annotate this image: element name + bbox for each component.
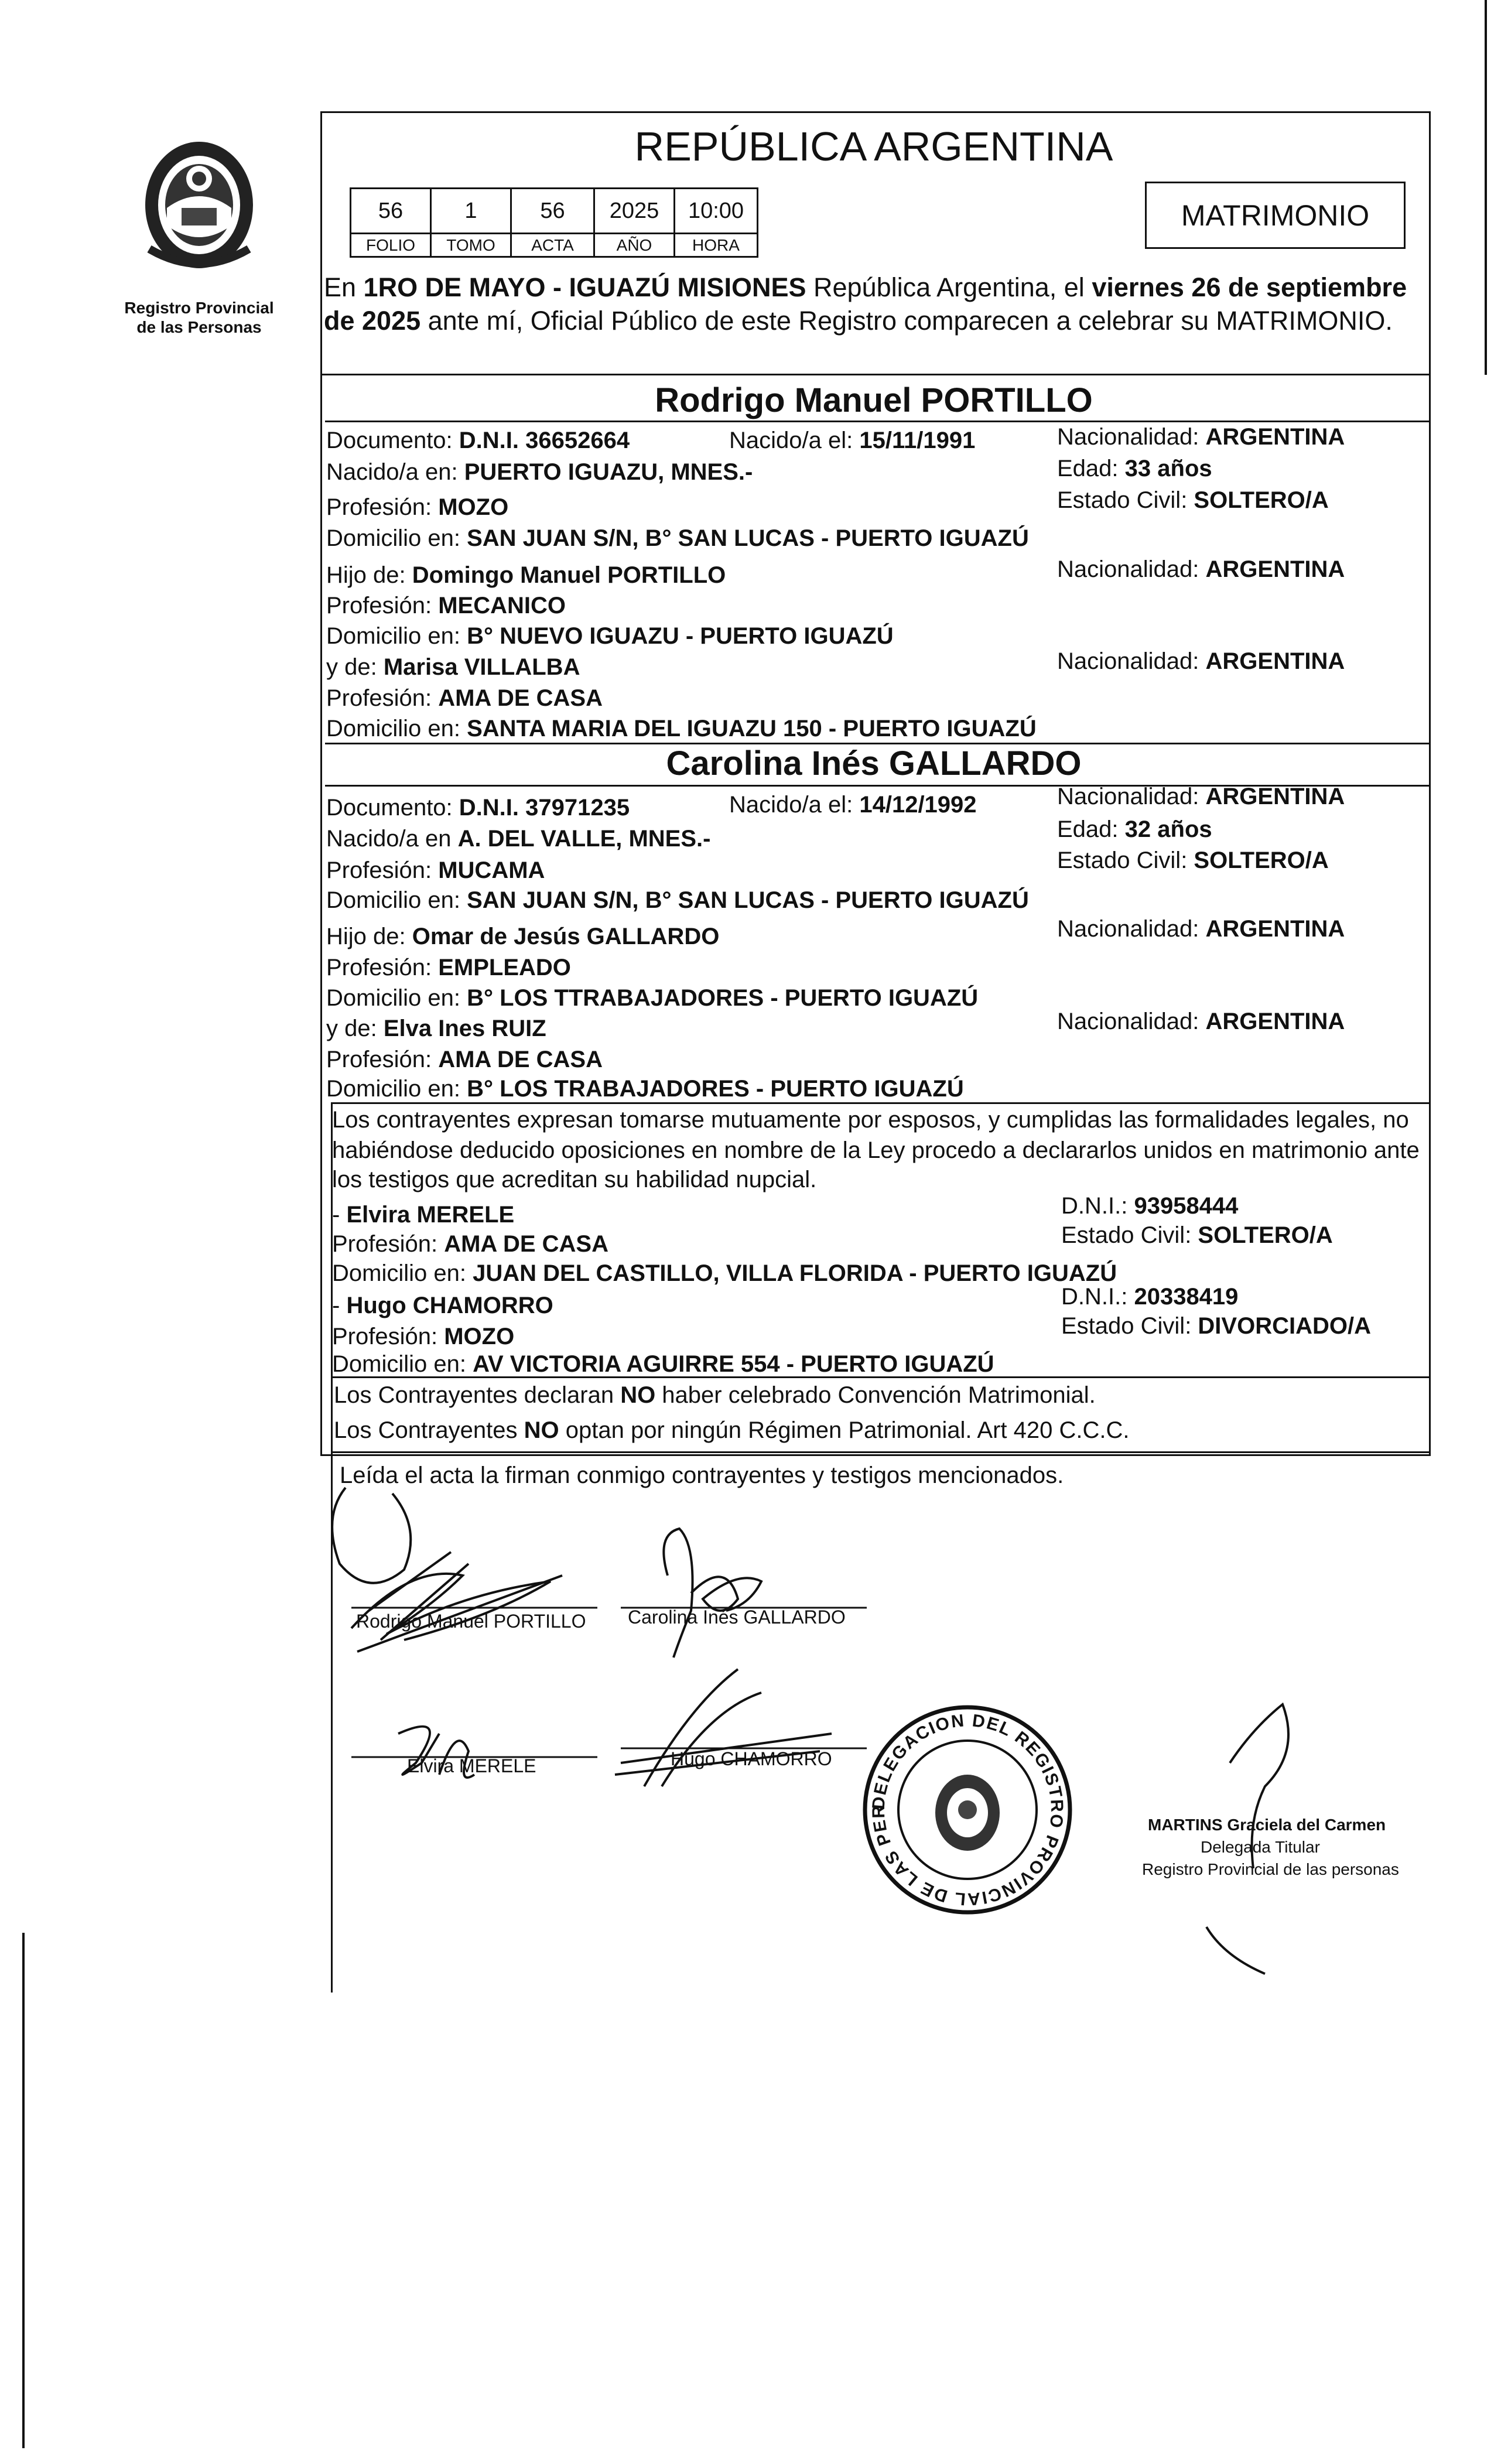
- spouse1-profession: Profesión: MOZO: [326, 494, 509, 520]
- convention-1: Los Contrayentes declaran NO haber celebrado Convención Matrimonial.: [334, 1382, 1096, 1408]
- spouse2-civil: Estado Civil: SOLTERO/A: [1057, 847, 1329, 873]
- witness-2-profession: Profesión: MOZO: [332, 1324, 515, 1349]
- divider: [331, 1451, 1429, 1453]
- convention-2: Los Contrayentes NO optan por ningún Régimen Patrimonial. Art 420 C.C.C.: [334, 1417, 1130, 1443]
- spouse2-born-in: Nacido/a en A. DEL VALLE, MNES.-: [326, 826, 711, 852]
- signature-label-1: Rodrigo Manuel PORTILLO: [356, 1611, 586, 1632]
- anio-value: 2025: [593, 187, 675, 234]
- spouse1-mother-nat: Nacionalidad: ARGENTINA: [1057, 648, 1345, 674]
- divider: [331, 1102, 1429, 1104]
- spouse2-doc: Documento: D.N.I. 37971235: [326, 795, 630, 821]
- spouse2-born-on: Nacido/a el: 14/12/1992: [729, 792, 977, 818]
- spouse2-father-addr: Domicilio en: B° LOS TTRABAJADORES - PUERTO IGUAZÚ: [326, 985, 979, 1011]
- spouse2-mother-nat: Nacionalidad: ARGENTINA: [1057, 1009, 1345, 1034]
- spouse1-address: Domicilio en: SAN JUAN S/N, B° SAN LUCAS - PUERTO IGUAZÚ: [326, 525, 1029, 551]
- spouse2-nationality: Nacionalidad: ARGENTINA: [1057, 784, 1345, 809]
- intro-line-1: En 1RO DE MAYO - IGUAZÚ MISIONES República Argentina, el viernes 26 de septiembre: [324, 272, 1407, 302]
- official-signature-block: [1142, 1816, 1411, 1903]
- spouse1-name: Rodrigo Manuel PORTILLO: [655, 381, 1093, 419]
- folio-value: 56: [350, 187, 432, 234]
- witness-1-dni: D.N.I.: 93958444: [1061, 1193, 1239, 1219]
- spouse1-father: Hijo de: Domingo Manuel PORTILLO: [326, 562, 726, 588]
- provincial-seal-icon: [123, 132, 275, 275]
- witness-2-name: - Hugo CHAMORRO: [332, 1293, 553, 1318]
- acta-value: 56: [510, 187, 595, 234]
- acta-label: ACTA: [510, 234, 595, 258]
- spouse2-father: Hijo de: Omar de Jesús GALLARDO: [326, 924, 720, 949]
- spouse1-civil: Estado Civil: SOLTERO/A: [1057, 487, 1329, 513]
- scan-edge-mark: [1485, 0, 1487, 375]
- witness-1-name: - Elvira MERELE: [332, 1202, 515, 1228]
- logo-caption-1: Registro Provincial: [124, 299, 274, 317]
- spouse1-nationality: Nacionalidad: ARGENTINA: [1057, 424, 1345, 450]
- spouse2-mother-prof: Profesión: AMA DE CASA: [326, 1047, 603, 1072]
- official-name: MARTINS Graciela del Carmen: [1148, 1816, 1386, 1834]
- declaration-line-3: los testigos que acreditan su habilidad nupcial.: [332, 1167, 817, 1192]
- spouse2-address: Domicilio en: SAN JUAN S/N, B° SAN LUCAS - PUERTO IGUAZÚ: [326, 887, 1029, 913]
- witness-1-civil: Estado Civil: SOLTERO/A: [1061, 1222, 1333, 1248]
- spouse1-mother: y de: Marisa VILLALBA: [326, 654, 580, 680]
- spouse2-mother-addr: Domicilio en: B° LOS TRABAJADORES - PUERTO IGUAZÚ: [326, 1076, 964, 1102]
- anio-label: AÑO: [593, 234, 675, 258]
- spouse1-father-addr: Domicilio en: B° NUEVO IGUAZU - PUERTO IGUAZÚ: [326, 623, 894, 649]
- spouse1-mother-addr: Domicilio en: SANTA MARIA DEL IGUAZU 150 - PUERTO IGUAZÚ: [326, 716, 1037, 741]
- spouse1-doc: Documento: D.N.I. 36652664: [326, 428, 630, 453]
- spouse2-mother: y de: Elva Ines RUIZ: [326, 1016, 546, 1041]
- svg-text:DELEGACION DEL REGISTRO PROVIN: DELEGACION DEL REGISTRO PROVINCIAL DE LAS PER: [869, 1711, 1067, 1909]
- scan-edge-mark: [22, 1933, 25, 2448]
- intro-line-2: de 2025 ante mí, Oficial Público de este Registro comparecen a celebrar su MATRIMONIO.: [324, 306, 1393, 336]
- official-round-stamp: [858, 1701, 1078, 1918]
- folio-label: FOLIO: [350, 234, 432, 258]
- logo-caption-2: de las Personas: [136, 318, 262, 336]
- official-registry: Registro Provincial de las personas: [1142, 1860, 1399, 1878]
- spouse2-age: Edad: 32 años: [1057, 816, 1212, 842]
- tomo-label: TOMO: [430, 234, 512, 258]
- divider: [325, 421, 1429, 422]
- witness-2-dni: D.N.I.: 20338419: [1061, 1284, 1239, 1310]
- closing-text: Leída el acta la firman conmigo contrayentes y testigos mencionados.: [340, 1462, 1064, 1488]
- spouse1-father-nat: Nacionalidad: ARGENTINA: [1057, 556, 1345, 582]
- spouse2-profession: Profesión: MUCAMA: [326, 857, 545, 883]
- tomo-value: 1: [430, 187, 512, 234]
- act-type-box: MATRIMONIO: [1145, 182, 1406, 249]
- declaration-line-1: Los contrayentes expresan tomarse mutuamente por esposos, y cumplidas las formalidades legales, no: [332, 1107, 1409, 1133]
- signature-label-2: Carolina Inés GALLARDO: [628, 1607, 846, 1628]
- official-title: Delegada Titular: [1201, 1838, 1320, 1856]
- spouse1-age: Edad: 33 años: [1057, 456, 1212, 481]
- spouse2-father-nat: Nacionalidad: ARGENTINA: [1057, 916, 1345, 942]
- registry-stamp-icon: [858, 1701, 1078, 1918]
- signature-label-3: Elvira MERELE: [407, 1755, 536, 1776]
- hora-label: HORA: [673, 234, 758, 258]
- spouse2-name: Carolina Inés GALLARDO: [666, 744, 1082, 782]
- divider: [331, 1376, 1429, 1378]
- witness-1-profession: Profesión: AMA DE CASA: [332, 1231, 608, 1257]
- witness-2-address: Domicilio en: AV VICTORIA AGUIRRE 554 - PUERTO IGUAZÚ: [332, 1351, 994, 1377]
- spouse1-mother-prof: Profesión: AMA DE CASA: [326, 685, 603, 711]
- spouse1-born-on: Nacido/a el: 15/11/1991: [729, 428, 976, 453]
- witness-2-civil: Estado Civil: DIVORCIADO/A: [1061, 1313, 1371, 1339]
- spouse2-father-prof: Profesión: EMPLEADO: [326, 955, 571, 980]
- witness-1-address: Domicilio en: JUAN DEL CASTILLO, VILLA FLORIDA - PUERTO IGUAZÚ: [332, 1260, 1117, 1286]
- registry-logo: [123, 132, 275, 336]
- divider: [320, 374, 1429, 375]
- declaration-line-2: habiéndose deducido oposiciones en nombre de la Ley procedo a declararlos unidos en matrimonio ante: [332, 1137, 1420, 1163]
- spouse1-father-prof: Profesión: MECANICO: [326, 593, 566, 618]
- country-title: REPÚBLICA ARGENTINA: [634, 124, 1113, 169]
- signature-label-4: Hugo CHAMORRO: [671, 1748, 832, 1769]
- spouse1-born-in: Nacido/a en: PUERTO IGUAZU, MNES.-: [326, 459, 753, 485]
- hora-value: 10:00: [673, 187, 758, 234]
